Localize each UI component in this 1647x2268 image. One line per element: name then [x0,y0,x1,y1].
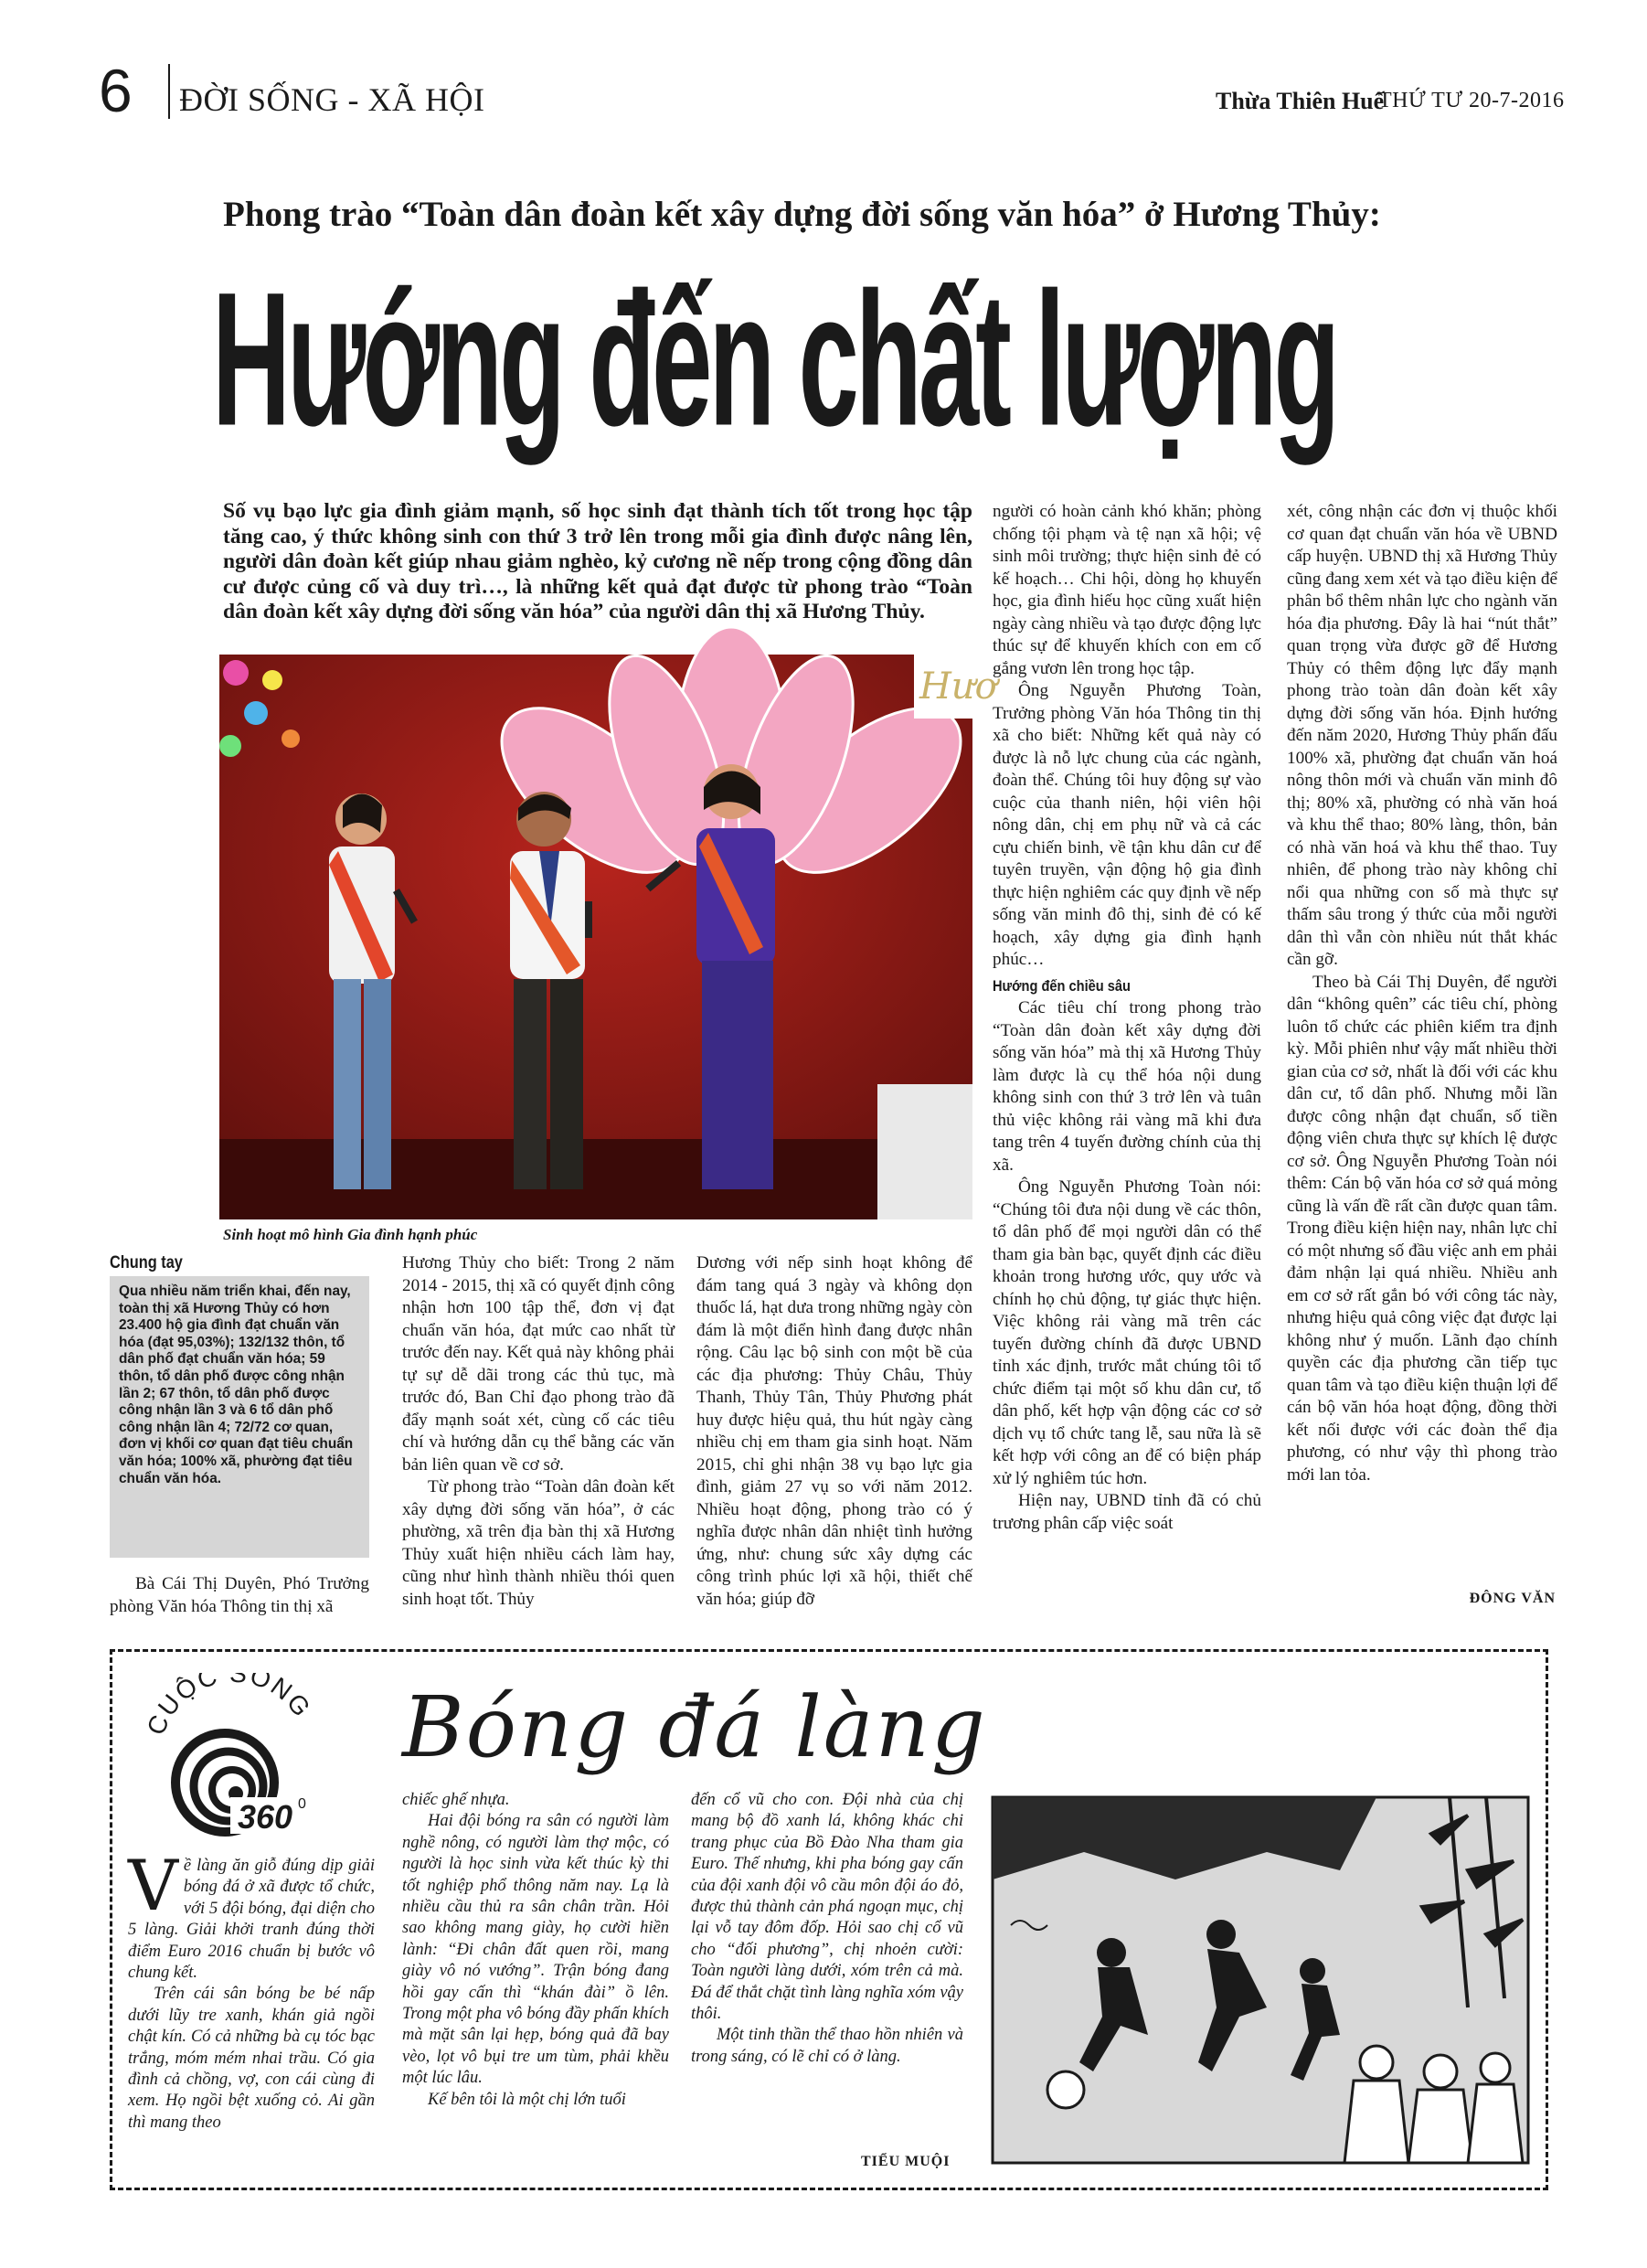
column-4 [993,501,1261,1535]
article-lead: Số vụ bạo lực gia đình giảm mạnh, số học sinh đạt thành tích tốt trong học tập tăng cao, ý thức không sinh con thứ 3 trở lên trong mỗi gia đình được nâng lên, người dân đoàn kết giúp nhau giảm nghèo, kỷ cương nề nếp trong cộng đồng dân cư được củng cố và duy trì…, là những kết quả đạt được từ phong trào “Toàn dân đoàn kết xây dựng đời sống văn hóa” của người dân thị xã Hương Thủy. [223,499,972,623]
newspaper-name: Thừa Thiên Huế [1216,88,1385,114]
football-sketch-illustration [993,1797,1528,2163]
column-4-paragraph: Ông Nguyễn Phương Toàn, Trưởng phòng Văn hóa Thông tin thị xã cho biết: Những kết quả này có được là nỗ lực chung của các ngành, đoàn thể. Chúng tôi huy động sự vào cuộc của thanh niên, hội viên hội nông dân, chị em phụ nữ và cả các cựu chiến binh, về tận khu dân cư để tuyên truyền, vận động hộ gia đình thực hiện nghiêm các quy định về nếp sống văn minh đô thị, sinh đẻ có kế hoạch, xây dựng gia đình hạnh phúc… [993,681,1261,969]
feature-title: Bóng đá làng [402,1678,987,1776]
column-2-paragraph: Từ phong trào “Toàn dân đoàn kết xây dựng đời sống văn hóa”, ở các phường, xã trên địa bàn thị xã Hương Thủy xuất hiện nhiều cách làm hay, cũng như hình thành nhiều thói quen sinh hoạt tốt. Thủy [402,1477,675,1609]
column-4-paragraph: người có hoàn cảnh khó khăn; phòng chống tội phạm và tệ nạn xã hội; vệ sinh môi trường; thực hiện sinh đẻ có kế hoạch… Chi hội, dòng họ khuyến học, gia đình hiếu học cũng xuất hiện ngày càng nhiều và tạo được động lực thúc sự để khuyến khích con em cố gắng vươn lên trong học tập. [993,502,1261,678]
photo-caption: Sinh hoạt mô hình Gia đình hạnh phúc [223,1226,478,1243]
football-sketch-image [993,1797,1528,2163]
drop-cap: V [128,1845,178,1926]
feature-paragraph: ề làng ăn giỗ đúng dịp giải bóng đá ở xã được tổ chức, với 5 đội bóng, đại diện cho 5 làng. Giải khởi tranh đúng thời điểm Euro 2016 chuẩn bị bước vô chung kết. [128,1857,375,1983]
feature-paragraph: đến cổ vũ cho con. Đội nhà của chị mang bộ đồ xanh lá, không khác chi trang phục của Bồ Đào Nha tham gia Euro. Thế nhưng, khi pha bóng gay cấn của đội xanh đội vô cầu môn đội áo đỏ, được thủ thành cản phá ngoạn mục, chị lại vỗ tay đôm đốp. Hỏi sao chị cổ vũ cho “đối phương”, chị nhoẻn cười: Toàn người làng dưới, xóm trên cả mà. Đá để thắt chặt tình làng nghĩa xóm vậy thôi. [691,1791,964,2024]
column-4-paragraph: Ông Nguyễn Phương Toàn nói: “Chúng tôi đưa nội dung về các thôn, tổ dân phố để mọi người dân có thể tham gia bàn bạc, quyết định các điều khoản trong hương ước, quy ước và chính họ chủ động, tự giác thực hiện. Việc không rải vàng mã trên các tuyến đường chính đã được UBND tỉnh xác định, trước mắt chúng tôi tổ chức điểm tại một số khu dân cư, tổ dân phố, kết hợp vận động các cơ sở dịch vụ tổ chức tang lễ, sau nữa là sẽ kết hợp với công an để có biện pháp xử lý nghiêm túc hơn. [993,1177,1261,1488]
spiral-logo-icon [143,1673,325,1837]
spectators-icon [1344,2046,1523,2163]
column-1-text: Bà Cái Thị Duyên, Phó Trưởng phòng Văn hóa Thông tin thị xã [110,1574,369,1616]
column-5-paragraph: xét, công nhận các đơn vị thuộc khối cơ quan đạt chuẩn văn hóa về UBND cấp huyện. UBND thị xã Hương Thủy cũng đang xem xét và tạo điều kiện để phân bổ thêm nhân lực cho ngành văn hóa địa phương. Đây là hai “nút thắt” quan trọng vừa được gỡ để Hương Thủy có thêm động lực đẩy mạnh phong trào toàn dân đoàn kết xây dựng đời sống văn hóa. Định hướng đến năm 2020, Hương Thủy phấn đấu 100% xã, phường đạt chuẩn văn hoá nông thôn mới và chuẩn văn minh đô thị; 80% xã, phường có nhà văn hoá và khu thể thao; 80% làng, thôn, bản có nhà văn hoá và khu thể thao. Tuy nhiên, để phong trào này không chỉ nổi qua những con số mà thực sự thấm sâu trong ý thức của mỗi người dân thì vẫn còn nhiều nút thắt khác cần gỡ. [1287,502,1557,969]
feature-paragraph: chiếc ghế nhựa. [402,1791,510,1809]
feature-author: TIỂU MUỘI [861,2154,951,2169]
column-5 [1287,501,1557,1486]
stage-photo-illustration [219,655,997,1219]
feature-paragraph: Kế bên tôi là một chị lớn tuổi [428,2090,626,2109]
page-number: 6 [99,57,133,124]
section-name: ĐỜI SỐNG - XÃ HỘI [179,81,485,118]
feature-paragraph: Trên cái sân bóng be bé nấp dưới lũy tre xanh, khán giả ngồi chật kín. Có cả những bà cụ tóc bạc trắng, móm mém nhai trầu. Có gia đình cả chồng, vợ, con cái cùng đi xem. Họ ngồi bệt xuống cỏ. Ai gần thì mang theo [128,1985,375,2132]
article-photo [219,655,997,1219]
column-3 [696,1252,972,1611]
column-2 [402,1252,675,1611]
column-3-paragraph: Dương với nếp sinh hoạt không để đám tang quá 3 ngày và không dọn thuốc lá, hạt dưa trong những ngày còn đám là một điển hình đang được nhân rộng. Câu lạc bộ sinh con một bề của các địa phương: Thủy Châu, Thủy Thanh, Thủy Tân, Thủy Phương phát huy được hiệu quả, thu hút ngày càng nhiều chị em tham gia sinh hoạt. Năm 2015, chỉ ghi nhận 38 vụ bạo lực gia đình, giảm 27 vụ so với năm 2012. Nhiều hoạt động, phong trào có ý nghĩa được nhân dân nhiệt tình hưởng ứng, như: chung sức xây dựng các công trình phúc lợi xã hội, thiết chế văn hóa; giúp đỡ [696,1253,972,1609]
article-kicker: Phong trào “Toàn dân đoàn kết xây dựng đời sống văn hóa” ở Hương Thủy: [223,195,1381,234]
article-author: ĐÔNG VĂN [1469,1591,1556,1606]
subhead-huong-den-chieu-sau: Hướng đến chiều sâu [993,976,1131,995]
column-5-paragraph: Theo bà Cái Thị Duyên, để người dân “không quên” các tiêu chí, phòng luôn tổ chức các phiên kiểm tra định kỳ. Mỗi phiên như vậy mất nhiều thời gian của cơ sở, nhất là đối với các khu dân cư, tổ dân phố. Nhưng mỗi lần được công nhận đạt chuẩn, số tiền động viên chưa thực sự khích lệ được cơ sở. Ông Nguyễn Phương Toàn nói thêm: Cán bộ văn hóa cơ sở quá mỏng cũng là vấn đề rất cần được quan tâm. Trong điều kiện hiện nay, nhân lực chỉ có một nhưng số đầu việc anh em phải đảm nhận lại quá nhiều. Nhiều anh em cơ sở rất gắn bó với công tác này, nhưng hiệu quả công việc đạt được lại không như ý muốn. Lãnh đạo chính quyền các địa phương cần tiếp tục quan tâm và tạo điều kiện thuận lợi để cán bộ văn hóa hoạt động, đồng thời kết nối được với các đoàn thể địa phương, có như vậy thì phong trào mới lan tỏa. [1287,972,1558,1485]
logo-text: CUỘC SỐNG [143,1673,317,1740]
feature-column-1 [128,1845,375,2134]
feature-paragraph: Hai đội bóng ra sân có người làm nghề nông, có người làm thợ mộc, có người là học sinh vừa kết thúc kỳ thi tốt nghiệp phổ thông năm nay. Lạ là nhiều cầu thủ ra sân chân trần. Hỏi sao không mang giày, họ cười hiền lành: “Đi chân đất quen rồi, mang giày vô nó vướng”. Trận bóng đang hồi gay cấn thì “khán đài” ồ lên. Trong một pha vô bóng đầy phấn khích mà mặt sân lại hẹp, bóng quả đã bay vèo, lọt vô bụi tre um tùm, phải khều một lúc lâu. [402,1812,669,2088]
column-4-paragraph: Hiện nay, UBND tỉnh đã có chủ trương phân cấp việc soát [993,1491,1261,1533]
issue-date: THỨ TƯ 20-7-2016 [1378,89,1565,112]
column-4-paragraph: Các tiêu chí trong phong trào “Toàn dân đoàn kết xây dựng đời sống văn hóa” mà thị xã Hương Thủy làm được là cụ thể hóa nội dung không sinh con thứ 3 trở lên và tuân thủ việc không rải vàng mã khi đưa tang trên 4 tuyến đường chính của thị xã. [993,998,1261,1175]
logo-degree: 0 [298,1796,306,1812]
banner-text: Hươ [919,665,997,708]
subhead-chung-tay: Chung tay [110,1253,183,1272]
column-2-paragraph: Hương Thủy cho biết: Trong 2 năm 2014 - 2015, thị xã có quyết định công nhận hơn 100 tập thể, đơn vị đạt chuẩn văn hóa, đạt mức cao nhất từ trước đến nay. Kết quả này không phải tự sự dễ dãi trong các thủ tục, mà trước đó, Ban Chỉ đạo phong trào đã đẩy mạnh soát xét, cùng cố các tiêu chí và hướng dẫn cụ thể bằng các văn bản liên quan về cơ sở. [402,1253,675,1475]
feature-paragraph: Một tinh thần thể thao hồn nhiên và trong sáng, có lẽ chỉ có ở làng. [691,2026,963,2066]
cuoc-song-360-logo [143,1673,325,1837]
column-1 [110,1573,369,1618]
feature-column-2 [402,1790,669,2111]
stats-box [110,1276,369,1558]
logo-number: 360 [238,1798,293,1836]
feature-column-3 [691,1790,963,2068]
article-headline: Hướng đến chất lượng [212,253,1337,466]
football-icon [1047,2071,1084,2108]
stats-box-text: Qua nhiều năm triển khai, đến nay, toàn thị xã Hương Thủy có hơn 23.400 hộ gia đình đạt chuẩn văn hóa (đạt 95,03%); 132/132 thôn, tổ dân phố đạt chuẩn văn hóa; 59 thôn, tổ dân phố được công nhận lần 2; 67 thôn, tổ dân phố được công nhận lần 3 và 6 tổ dân phố công nhận lần 4; 72/72 cơ quan, đơn vị khối cơ quan đạt tiêu chuẩn văn hóa; 100% xã, phường đạt tiêu chuẩn văn hóa. [119,1283,354,1486]
header-divider [168,64,170,119]
